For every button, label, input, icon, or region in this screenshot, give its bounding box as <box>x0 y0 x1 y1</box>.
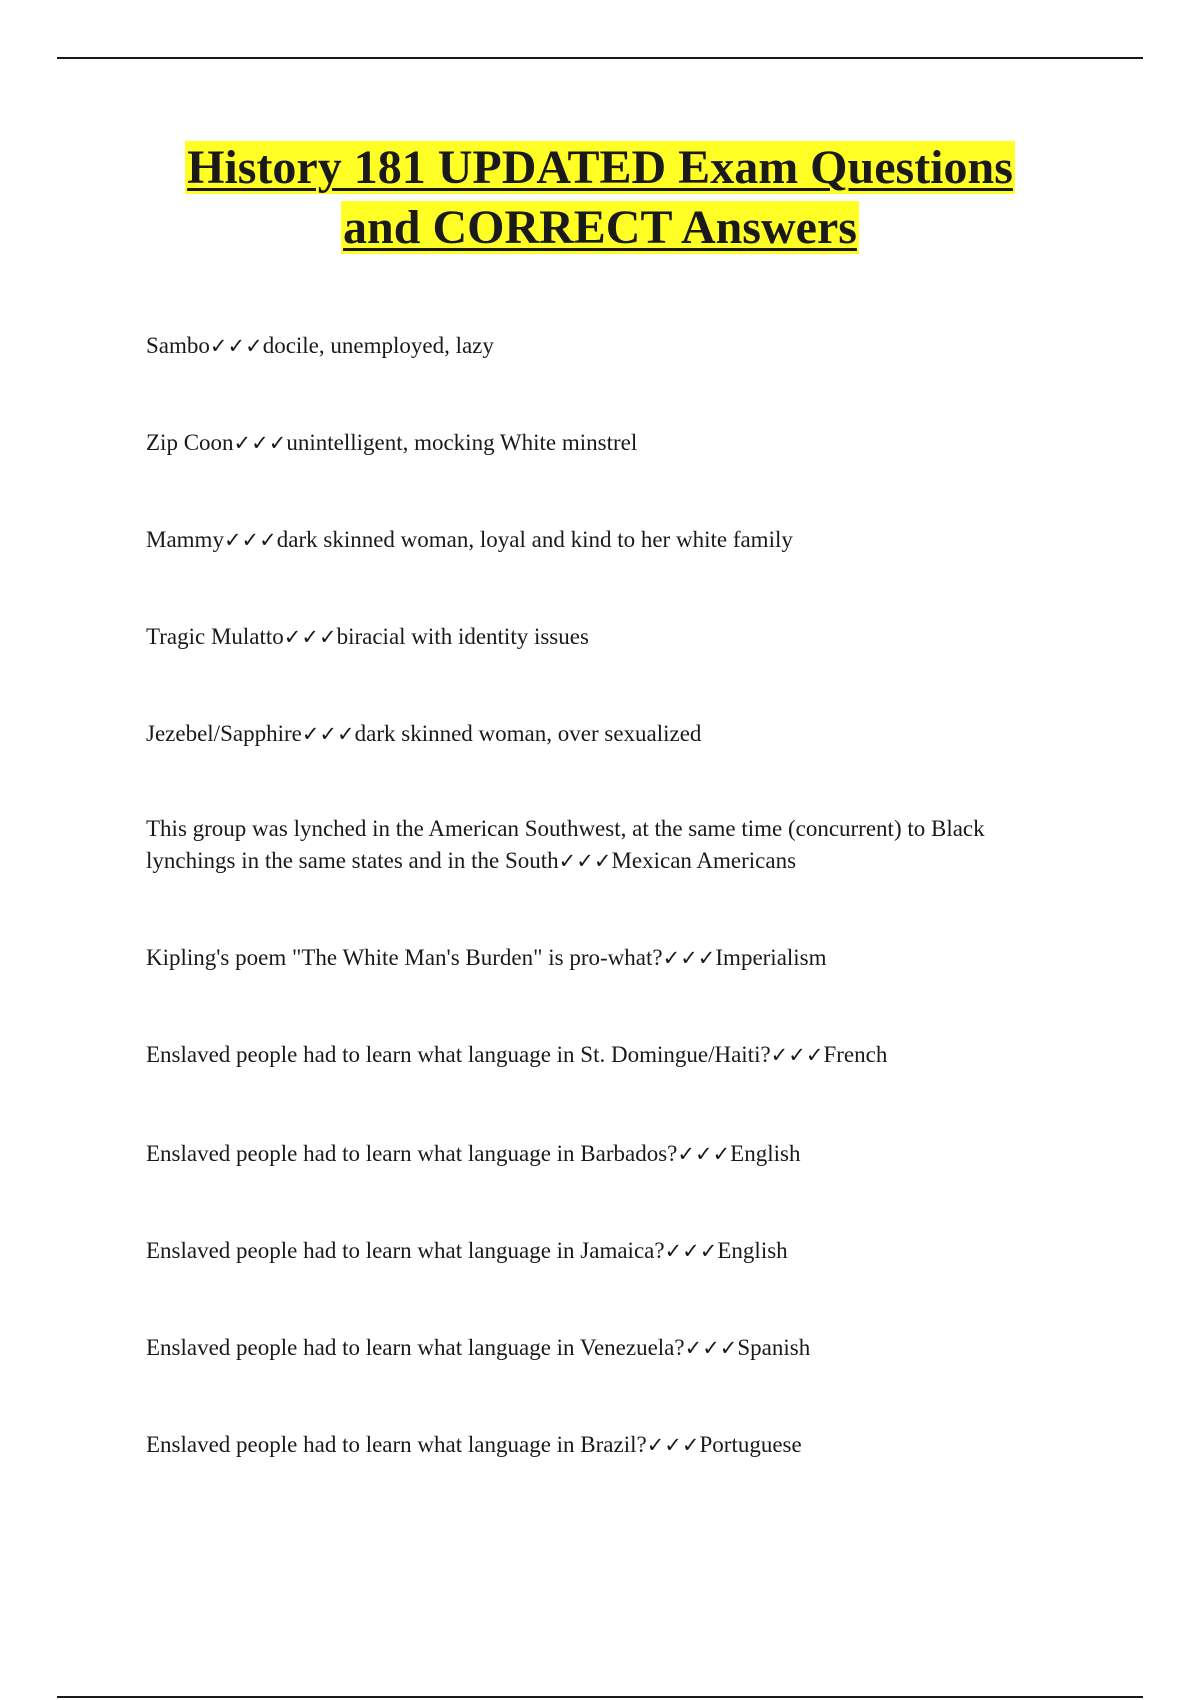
question-text: Enslaved people had to learn what language in St. Domingue/Haiti? <box>146 1042 771 1067</box>
top-rule <box>57 57 1143 59</box>
answer-text: Spanish <box>737 1335 811 1360</box>
question-text: Enslaved people had to learn what language in Venezuela? <box>146 1335 685 1360</box>
qa-item <box>146 942 1056 974</box>
checkmarks-icon: ✓✓✓ <box>677 1142 731 1166</box>
question-text: Enslaved people had to learn what language in Brazil? <box>146 1432 647 1457</box>
title-line-2: and CORRECT Answers <box>343 201 857 254</box>
qa-item <box>146 427 1056 459</box>
checkmarks-icon: ✓✓✓ <box>662 946 716 970</box>
question-text: Enslaved people had to learn what language in Barbados? <box>146 1141 678 1166</box>
question-text: This group was lynched in the American Southwest, at the same time (concurrent) to Black lynchings in the same states and in the South <box>146 816 985 873</box>
checkmarks-icon: ✓✓✓ <box>684 1336 738 1360</box>
qa-item <box>146 621 1056 653</box>
question-text: Zip Coon <box>146 430 234 455</box>
checkmarks-icon: ✓✓✓ <box>209 334 263 358</box>
question-text: Kipling's poem "The White Man's Burden" is pro-what? <box>146 945 663 970</box>
checkmarks-icon: ✓✓✓ <box>223 528 277 552</box>
qa-item <box>146 813 1056 877</box>
question-text: Sambo <box>146 333 210 358</box>
qa-item <box>146 718 1056 750</box>
qa-item <box>146 1332 1056 1364</box>
question-text: Jezebel/Sapphire <box>146 721 302 746</box>
checkmarks-icon: ✓✓✓ <box>233 431 287 455</box>
qa-item <box>146 1039 1056 1071</box>
answer-text: docile, unemployed, lazy <box>262 333 494 358</box>
checkmarks-icon: ✓✓✓ <box>664 1239 718 1263</box>
checkmarks-icon: ✓✓✓ <box>301 722 355 746</box>
answer-text: French <box>823 1042 888 1067</box>
title-line-1: History 181 UPDATED Exam Questions <box>187 141 1013 194</box>
bottom-rule <box>57 1696 1143 1698</box>
answer-text: biracial with identity issues <box>336 624 589 649</box>
answer-text: Imperialism <box>715 945 827 970</box>
question-text: Mammy <box>146 527 224 552</box>
checkmarks-icon: ✓✓✓ <box>770 1043 824 1067</box>
answer-text: Mexican Americans <box>611 848 797 873</box>
checkmarks-icon: ✓✓✓ <box>646 1433 700 1457</box>
document-title <box>100 138 1100 258</box>
qa-item <box>146 1429 1056 1461</box>
checkmarks-icon: ✓✓✓ <box>283 625 337 649</box>
qa-item <box>146 524 1056 556</box>
checkmarks-icon: ✓✓✓ <box>558 849 612 873</box>
answer-text: dark skinned woman, loyal and kind to her white family <box>276 527 793 552</box>
answer-text: unintelligent, mocking White minstrel <box>286 430 638 455</box>
answer-text: English <box>717 1238 788 1263</box>
question-text: Enslaved people had to learn what language in Jamaica? <box>146 1238 665 1263</box>
answer-text: dark skinned woman, over sexualized <box>354 721 702 746</box>
answer-text: Portuguese <box>699 1432 802 1457</box>
qa-item <box>146 1138 1056 1170</box>
qa-item <box>146 1235 1056 1267</box>
qa-item <box>146 330 1056 362</box>
question-text: Tragic Mulatto <box>146 624 284 649</box>
answer-text: English <box>730 1141 801 1166</box>
